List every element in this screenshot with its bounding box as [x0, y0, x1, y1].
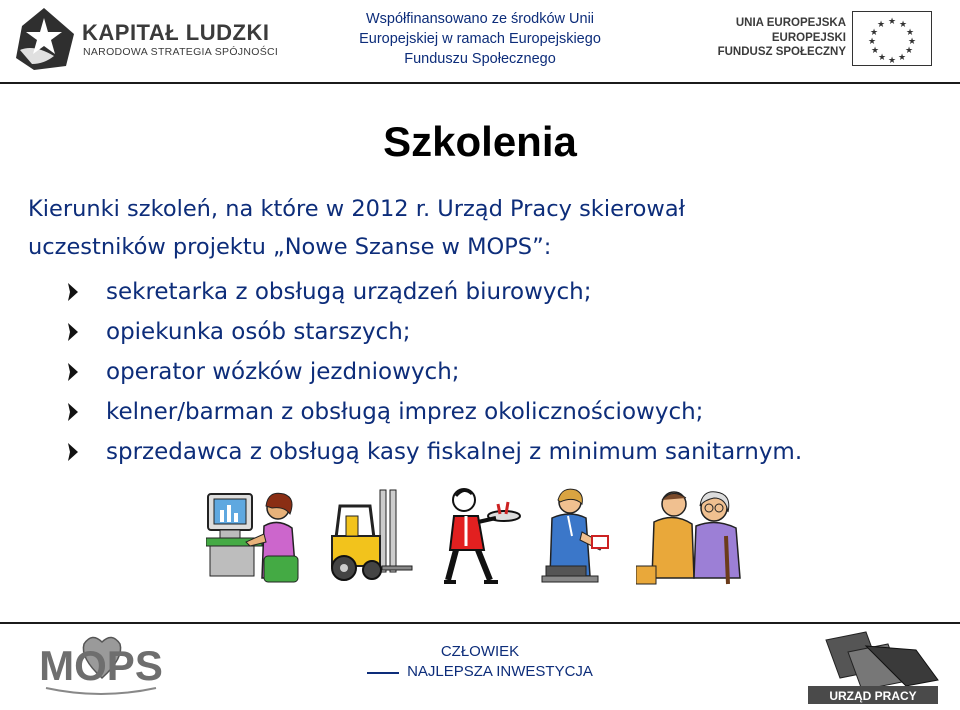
svg-text:★: ★ — [877, 53, 887, 63]
kapital-ludzki-mark-icon — [14, 6, 76, 72]
eu-flag-logo — [852, 11, 932, 66]
list-item — [68, 352, 802, 392]
slide-header — [0, 0, 960, 83]
cofinance-line: Europejskiej w ramach Europejskiego — [359, 31, 601, 47]
urzad-pracy-logo — [806, 630, 946, 706]
list-item-text: operator wózków jezdniowych; — [106, 359, 460, 385]
svg-text:★: ★ — [876, 20, 886, 30]
svg-text:★: ★ — [870, 46, 880, 56]
svg-text:★: ★ — [897, 53, 907, 63]
forklift-clipart-icon — [324, 486, 414, 586]
list-item-text: kelner/barman z obsługą imprez okolicznościowych; — [106, 399, 704, 425]
eu-stars-icon — [853, 12, 931, 65]
waiter-clipart-icon — [444, 486, 524, 586]
list-item-text: sekretarka z obsługą urządzeń biurowych; — [106, 279, 592, 305]
intro-line: uczestników projektu „Nowe Szanse w MOPS”: — [28, 234, 552, 260]
list-item — [68, 272, 802, 312]
list-item — [68, 432, 802, 472]
svg-text:★: ★ — [898, 20, 908, 30]
list-item-text: opiekunka osób starszych; — [106, 319, 411, 345]
kapital-ludzki-logo — [14, 6, 279, 72]
svg-text:★: ★ — [867, 37, 877, 47]
cofinance-line: Współfinansowano ze środków Unii — [365, 11, 595, 27]
mops-logo — [26, 632, 176, 702]
elderly-care-clipart-icon — [636, 486, 752, 586]
footer-slogan-line: NAJLEPSZA INWESTYCJA — [367, 662, 593, 682]
svg-text:★: ★ — [869, 28, 879, 38]
list-item — [68, 392, 802, 432]
mops-logo-text: MOPS — [39, 642, 163, 689]
header-divider — [0, 82, 960, 84]
arrow-bullet-icon — [68, 443, 78, 461]
eu-label-line: UNIA EUROPEJSKA — [735, 17, 846, 29]
svg-text:★: ★ — [907, 37, 917, 47]
footer-slogan-line: CZŁOWIEK — [440, 643, 520, 660]
arrow-bullet-icon — [68, 403, 78, 421]
eu-fund-label — [712, 16, 846, 60]
footer-slogan — [350, 642, 610, 682]
cofinance-note — [330, 9, 630, 69]
secretary-clipart-icon — [206, 486, 302, 586]
arrow-bullet-icon — [68, 283, 78, 301]
svg-text:★: ★ — [904, 46, 914, 56]
eu-label-line: EUROPEJSKI — [771, 31, 846, 44]
intro-line: Kierunki szkoleń, na które w 2012 r. Urząd Pracy skierował — [28, 196, 686, 222]
slide-title: Szkolenia — [383, 118, 577, 165]
kapital-ludzki-title: KAPITAŁ LUDZKI — [82, 20, 270, 45]
svg-text:★: ★ — [887, 56, 897, 65]
svg-text:★: ★ — [905, 28, 915, 38]
arrow-bullet-icon — [68, 363, 78, 381]
svg-text:★: ★ — [887, 17, 897, 27]
arrow-bullet-icon — [68, 323, 78, 341]
nurse-clipart-icon — [538, 486, 618, 586]
intro-text — [28, 190, 928, 266]
cofinance-line: Funduszu Społecznego — [404, 51, 556, 67]
list-item — [68, 312, 802, 352]
eu-label-line: FUNDUSZ SPOŁECZNY — [717, 46, 846, 58]
training-list — [68, 272, 802, 472]
list-item-text: sprzedawca z obsługą kasy fiskalnej z minimum sanitarnym. — [106, 439, 803, 465]
footer-divider — [0, 622, 960, 624]
kapital-ludzki-subtitle: NARODOWA STRATEGIA SPÓJNOŚCI — [83, 46, 279, 58]
urzad-pracy-text: URZĄD PRACY — [829, 689, 917, 703]
